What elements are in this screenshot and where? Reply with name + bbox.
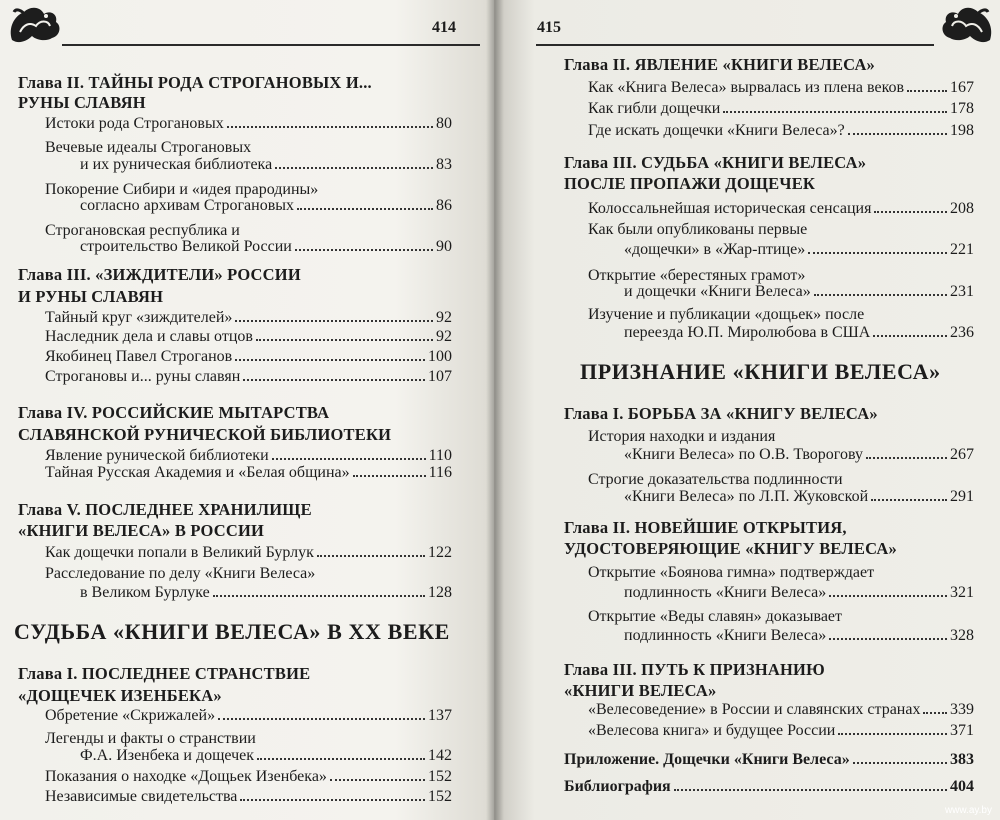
part-heading: ПРИЗНАНИЕ «КНИГИ ВЕЛЕСА» xyxy=(580,359,941,384)
toc-entry-как-дощечки-попали-в-великий-бурлук xyxy=(45,543,452,563)
chapter-heading: УДОСТОВЕРЯЮЩИЕ «КНИГУ ВЕЛЕСА» xyxy=(564,539,897,558)
toc-page-number: 107 xyxy=(428,368,452,385)
chapter-heading: Глава II. ТАЙНЫ РОДА СТРОГАНОВЫХ И... xyxy=(18,73,372,92)
toc-entry-библиография xyxy=(564,777,974,797)
toc-entry-title: подлинность «Книги Велеса» xyxy=(624,584,827,601)
toc-entry-line: Изучение и публикации «дощьек» после xyxy=(588,306,865,323)
chapter-heading: И РУНЫ СЛАВЯН xyxy=(18,287,164,306)
dot-leader xyxy=(227,126,433,128)
toc-entry-как-гибли-дощечки xyxy=(588,99,974,119)
dot-leader xyxy=(923,712,947,714)
chapter-heading: Глава II. НОВЕЙШИЕ ОТКРЫТИЯ, xyxy=(564,518,847,537)
toc-entry-ф-а-изенбека-и-дощечек xyxy=(80,746,452,766)
dot-leader xyxy=(297,208,433,210)
toc-entry-книги-велеса-по-л-п-жуковской xyxy=(624,487,974,507)
toc-entry-title: Ф.А. Изенбека и дощечек xyxy=(80,747,255,764)
toc-entry-title: Тайный круг «зиждителей» xyxy=(45,309,233,326)
toc-entry-title: согласно архивам Строгановых xyxy=(80,197,295,214)
toc-page-number: 321 xyxy=(950,584,974,601)
toc-page-number: 152 xyxy=(428,768,452,785)
toc-page-number: 122 xyxy=(428,544,452,561)
dot-leader xyxy=(243,379,425,381)
dot-leader xyxy=(853,762,947,764)
toc-entry-title: Тайная Русская Академия и «Белая община» xyxy=(45,464,350,481)
dot-leader xyxy=(829,638,947,640)
part-heading: СУДЬБА «КНИГИ ВЕЛЕСА» В XX ВЕКЕ xyxy=(14,619,450,644)
toc-entry-строительство-великой-россии xyxy=(80,237,452,257)
chapter-heading: «КНИГИ ВЕЛЕСА» В РОССИИ xyxy=(18,521,265,540)
toc-entry-line: Покорение Сибири и «идея прародины» xyxy=(45,181,319,198)
toc-entry-якобинец-павел-строганов xyxy=(45,347,452,367)
toc-entry-title: строительство Великой России xyxy=(80,238,292,255)
dot-leader xyxy=(907,90,947,92)
toc-entry-тайный-круг-зиждителей xyxy=(45,308,452,328)
dot-leader xyxy=(353,475,426,477)
toc-entry-line: Расследование по делу «Книги Велеса» xyxy=(45,565,316,582)
dot-leader xyxy=(213,595,425,597)
chapter-heading: Глава I. БОРЬБА ЗА «КНИГУ ВЕЛЕСА» xyxy=(564,404,878,423)
toc-page-number: 231 xyxy=(950,283,974,300)
chapter-heading: Глава II. ЯВЛЕНИЕ «КНИГИ ВЕЛЕСА» xyxy=(564,55,876,74)
toc-entry-истоки-рода-строгановых xyxy=(45,114,452,134)
toc-entry-title: «Книги Велеса» по О.В. Творогову xyxy=(624,446,863,463)
toc-entry-title: Якобинец Павел Строганов xyxy=(45,348,233,365)
toc-entry-title: Явление рунической библиотеки xyxy=(45,447,269,464)
toc-entry-line: Открытие «Боянова гимна» подтверждает xyxy=(588,564,875,581)
lion-ornament-icon xyxy=(6,2,66,44)
dot-leader xyxy=(723,111,947,113)
toc-page-number: 267 xyxy=(950,446,974,463)
dot-leader xyxy=(257,758,425,760)
toc-entry-title: Обретение «Скрижалей» xyxy=(45,707,216,724)
toc-entry-title: Наследник дела и славы отцов xyxy=(45,328,253,345)
dot-leader xyxy=(874,211,947,213)
dot-leader xyxy=(330,779,425,781)
toc-entry-title: Показания о находке «Дощьек Изенбека» xyxy=(45,768,327,785)
toc-page-number: 198 xyxy=(950,122,974,139)
book-gutter xyxy=(486,0,504,820)
toc-entry-приложение-дощечки-книги-велеса xyxy=(564,750,974,770)
toc-page-number: 339 xyxy=(950,701,974,718)
toc-page-number: 137 xyxy=(428,707,452,724)
toc-entry-line: Как были опубликованы первые xyxy=(588,221,808,238)
toc-entry-line: Строгие доказательства подлинности xyxy=(588,471,843,488)
chapter-heading: Глава IV. РОССИЙСКИЕ МЫТАРСТВА xyxy=(18,403,330,422)
toc-entry-title: Независимые свидетельства xyxy=(45,788,238,805)
toc-page-number: 80 xyxy=(436,115,452,132)
toc-entry-дощечки-в-жар-птице xyxy=(624,240,974,260)
chapter-heading: СЛАВЯНСКОЙ РУНИЧЕСКОЙ БИБЛИОТЕКИ xyxy=(18,425,392,444)
toc-entry-title: подлинность «Книги Велеса» xyxy=(624,627,827,644)
dot-leader xyxy=(838,733,947,735)
toc-page-number: 404 xyxy=(950,778,974,795)
toc-entry-title: Приложение. Дощечки «Книги Велеса» xyxy=(564,751,850,768)
left-page xyxy=(0,0,494,820)
toc-entry-title: «дощечки» в «Жар-птице» xyxy=(624,241,806,258)
chapter-heading: Глава III. ПУТЬ К ПРИЗНАНИЮ xyxy=(564,660,825,679)
toc-page-number: 208 xyxy=(950,200,974,217)
toc-page-number: 167 xyxy=(950,79,974,96)
dot-leader xyxy=(295,249,433,251)
toc-page-number: 83 xyxy=(436,156,452,173)
chapter-heading: Глава V. ПОСЛЕДНЕЕ ХРАНИЛИЩЕ xyxy=(18,500,312,519)
toc-entry-title: Библиография xyxy=(564,778,671,795)
toc-entry-подлинность-книги-велеса xyxy=(624,583,974,603)
toc-page-number: 86 xyxy=(436,197,452,214)
right-page xyxy=(494,0,1000,820)
toc-entry-title: Истоки рода Строгановых xyxy=(45,115,224,132)
toc-entry-строгановы-и-руны-славян xyxy=(45,367,452,387)
toc-entry-наследник-дела-и-славы-отцов xyxy=(45,327,452,347)
toc-entry-где-искать-дощечки-книги-велеса xyxy=(588,121,974,141)
dot-leader xyxy=(275,167,433,169)
chapter-heading: Глава I. ПОСЛЕДНЕЕ СТРАНСТВИЕ xyxy=(18,664,311,683)
chapter-heading: «ДОЩЕЧЕК ИЗЕНБЕКА» xyxy=(18,686,222,705)
toc-entry-title: Колоссальнейшая историческая сенсация xyxy=(588,200,872,217)
toc-entry-переезда-ю-п-миролюбова-в-сша xyxy=(624,323,974,343)
toc-entry-title: Где искать дощечки «Книги Велеса»? xyxy=(588,122,845,139)
toc-entry-согласно-архивам-строгановых xyxy=(80,196,452,216)
dot-leader xyxy=(829,595,947,597)
toc-page-number: 221 xyxy=(950,241,974,258)
toc-page-number: 328 xyxy=(950,627,974,644)
toc-entry-велесоведение-в-россии-и-славянских-стра xyxy=(588,700,974,720)
dot-leader xyxy=(235,359,425,361)
toc-page-number: 116 xyxy=(428,464,452,481)
dot-leader xyxy=(814,294,947,296)
toc-page-number: 128 xyxy=(428,584,452,601)
toc-entry-обретение-скрижалей xyxy=(45,706,452,726)
toc-entry-колоссальнейшая-историческая-сенсация xyxy=(588,199,974,219)
page-number: 414 xyxy=(432,19,456,36)
watermark: www.ay.by xyxy=(944,805,992,816)
dot-leader xyxy=(808,252,947,254)
toc-entry-title: Как «Книга Велеса» вырвалась из плена веков xyxy=(588,79,905,96)
toc-entry-как-книга-велеса-вырвалась-из-плена-веко xyxy=(588,78,974,98)
dot-leader xyxy=(235,320,433,322)
dot-leader xyxy=(256,339,433,341)
toc-page-number: 371 xyxy=(950,722,974,739)
toc-entry-title: переезда Ю.П. Миролюбова в США xyxy=(624,324,871,341)
lion-ornament-icon xyxy=(936,2,996,44)
toc-entry-title: Строгановы и... руны славян xyxy=(45,368,241,385)
toc-entry-line: Строгановская республика и xyxy=(45,222,240,239)
dot-leader xyxy=(866,457,947,459)
chapter-heading: ПОСЛЕ ПРОПАЖИ ДОЩЕЧЕК xyxy=(564,174,816,193)
dot-leader xyxy=(848,133,947,135)
toc-entry-и-их-руническая-библиотека xyxy=(80,155,452,175)
toc-page-number: 152 xyxy=(428,788,452,805)
chapter-heading: «КНИГИ ВЕЛЕСА» xyxy=(564,681,717,700)
toc-entry-и-дощечки-книги-велеса xyxy=(624,282,974,302)
dot-leader xyxy=(674,789,947,791)
toc-entry-line: Открытие «Веды славян» доказывает xyxy=(588,608,843,625)
toc-entry-title: «Книги Велеса» по Л.П. Жуковской xyxy=(624,488,869,505)
toc-entry-line: Легенды и факты о странствии xyxy=(45,730,256,747)
toc-page-number: 142 xyxy=(428,747,452,764)
toc-entry-line: Вечевые идеалы Строгановых xyxy=(45,139,252,156)
chapter-heading: Глава III. СУДЬБА «КНИГИ ВЕЛЕСА» xyxy=(564,153,867,172)
toc-entry-title: и их руническая библиотека xyxy=(80,156,273,173)
toc-page-number: 90 xyxy=(436,238,452,255)
toc-entry-title: «Велесоведение» в России и славянских странах xyxy=(588,701,921,718)
dot-leader xyxy=(218,718,425,720)
toc-page-number: 236 xyxy=(950,324,974,341)
dot-leader xyxy=(873,335,947,337)
dot-leader xyxy=(240,799,425,801)
toc-entry-показания-о-находке-дощьек-изенбека xyxy=(45,767,452,787)
dot-leader xyxy=(272,458,426,460)
page-number: 415 xyxy=(537,19,561,36)
toc-page-number: 110 xyxy=(428,447,452,464)
toc-entry-line: История находки и издания xyxy=(588,428,776,445)
toc-entry-подлинность-книги-велеса xyxy=(624,626,974,646)
toc-page-number: 92 xyxy=(436,328,452,345)
toc-entry-title: и дощечки «Книги Велеса» xyxy=(624,283,811,300)
toc-entry-title: Как гибли дощечки xyxy=(588,100,721,117)
dot-leader xyxy=(871,499,947,501)
toc-entry-line: Открытие «берестяных грамот» xyxy=(588,267,806,284)
toc-page-number: 383 xyxy=(950,751,974,768)
toc-page-number: 291 xyxy=(950,488,974,505)
toc-entry-title: в Великом Бурлуке xyxy=(80,584,210,601)
toc-entry-велесова-книга-и-будущее-россии xyxy=(588,721,974,741)
chapter-heading: РУНЫ СЛАВЯН xyxy=(18,93,146,112)
chapter-heading: Глава III. «ЗИЖДИТЕЛИ» РОССИИ xyxy=(18,265,301,284)
toc-entry-в-великом-бурлуке xyxy=(80,583,452,603)
toc-entry-независимые-свидетельства xyxy=(45,787,452,807)
toc-entry-title: «Велесова книга» и будущее России xyxy=(588,722,836,739)
toc-entry-title: Как дощечки попали в Великий Бурлук xyxy=(45,544,314,561)
toc-entry-тайная-русская-академия-и-белая-община xyxy=(45,463,452,483)
dot-leader xyxy=(317,555,425,557)
toc-page-number: 100 xyxy=(428,348,452,365)
toc-page-number: 92 xyxy=(436,309,452,326)
toc-entry-книги-велеса-по-о-в-творогову xyxy=(624,445,974,465)
toc-page-number: 178 xyxy=(950,100,974,117)
